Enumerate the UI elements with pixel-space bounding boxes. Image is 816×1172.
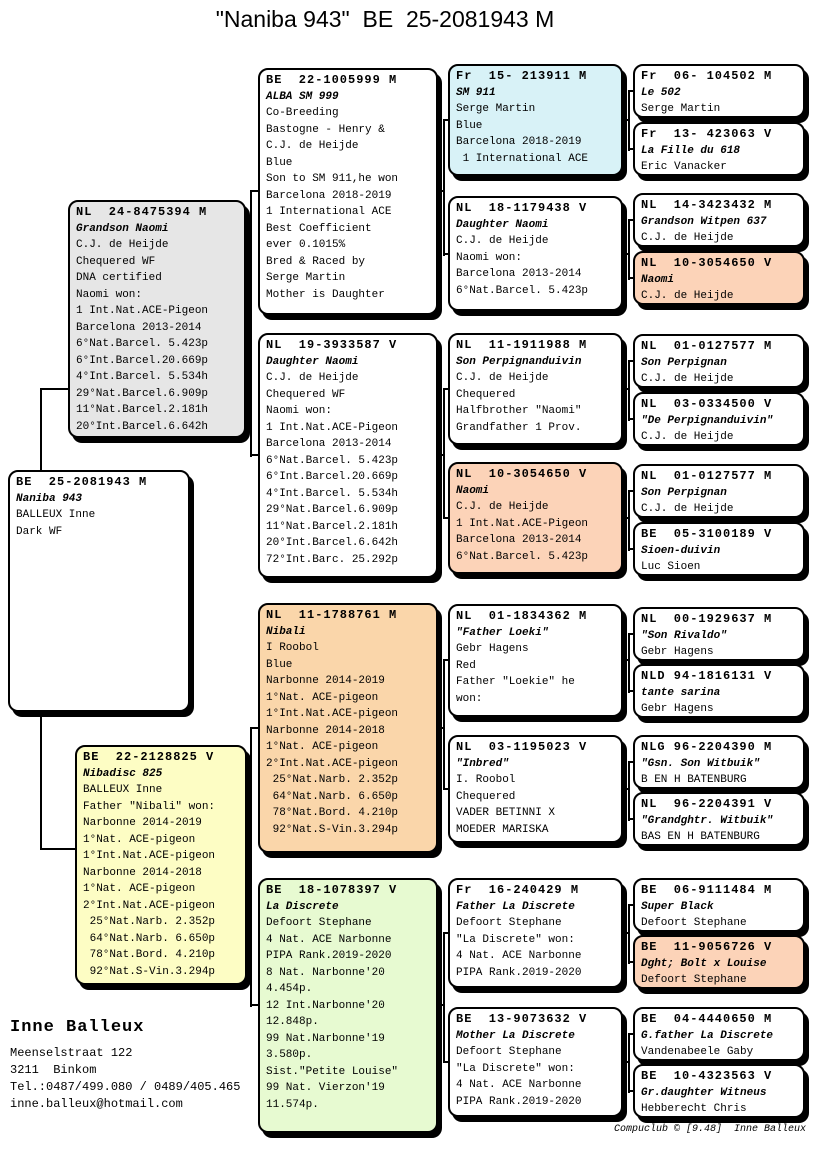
- info-line: Naomi won:: [456, 251, 523, 264]
- pigeon-name: La Discrete: [266, 900, 339, 913]
- pedigree-box-nl-10-3054650: [448, 462, 623, 574]
- contact-block: [10, 1018, 240, 1113]
- pedigree-box-fr-16-240429: [448, 878, 623, 988]
- info-line: C.J. de Heijde: [641, 503, 734, 515]
- info-line: 92°Nat.S-Vin.3.294p: [266, 823, 399, 836]
- info-line: DNA certified: [76, 272, 162, 284]
- info-line: Son to SM 911,he won: [266, 173, 399, 185]
- pigeon-name: Nibali: [266, 625, 306, 638]
- ring-number: Fr 16-240429 M: [456, 883, 580, 897]
- ring-number: NL 01-0127577 M: [641, 339, 773, 353]
- info-line: Defoort Stephane: [456, 917, 562, 929]
- info-line: 72°Int.Barc. 25.292p: [266, 553, 399, 566]
- contact-phone: Tel.:0487/499.080 / 0489/405.465: [10, 1080, 241, 1094]
- pigeon-name: Father La Discrete: [456, 900, 575, 913]
- pigeon-name: tante sarina: [641, 686, 721, 699]
- info-line: 4 Nat. ACE Narbonne: [456, 1079, 582, 1091]
- info-line: Best Coefficient: [266, 222, 372, 235]
- pigeon-name: Naomi: [456, 484, 490, 497]
- pigeon-name: La Fille du 618: [641, 144, 741, 157]
- pigeon-name: "De Perpignanduivin": [641, 414, 774, 427]
- info-line: 29°Nat.Barcel.6.909p: [76, 387, 209, 400]
- pedigree-box-be-04-4440650: [633, 1007, 805, 1061]
- pedigree-box-fr-13-423063: [633, 122, 805, 176]
- info-line: 1 Int.Nat.ACE-Pigeon: [456, 517, 589, 530]
- info-line: Eric Vanacker: [641, 161, 727, 173]
- ring-number: BE 22-2128825 V: [83, 750, 215, 764]
- ring-number: NLG 96-2204390 M: [641, 740, 773, 754]
- connector-line: [40, 848, 77, 850]
- info-line: 1 Int.Nat.ACE-Pigeon: [266, 421, 399, 434]
- info-line: C.J. de Heijde: [266, 140, 359, 152]
- info-line: 1 International ACE: [456, 152, 589, 165]
- pigeon-name: Son Perpignanduivin: [456, 355, 582, 368]
- contact-name: Inne Balleux: [10, 1018, 145, 1037]
- pigeon-name: "Inbred": [456, 757, 509, 770]
- info-line: PIPA Rank.2019-2020: [456, 966, 582, 979]
- info-line: Sist."Petite Louise": [266, 1065, 399, 1078]
- pigeon-name: Son Perpignan: [641, 486, 727, 499]
- info-line: 6°Nat.Barcel. 5.423p: [456, 284, 589, 297]
- ring-number: NL 24-8475394 M: [76, 205, 208, 219]
- pedigree-box-be-22-1005999: [258, 68, 438, 315]
- pigeon-name: Gr.daughter Witneus: [641, 1086, 767, 1099]
- info-line: Serge Martin: [266, 272, 346, 284]
- info-line: 1 International ACE: [266, 206, 392, 218]
- connector-line: [443, 932, 445, 1063]
- pedigree-box-nl-03-0334500: [633, 392, 805, 446]
- pigeon-name: Daughter Naomi: [456, 218, 549, 231]
- info-line: Bastogne - Henry &: [266, 123, 385, 136]
- pedigree-box-nl-11-1788761: [258, 603, 438, 853]
- connector-line: [628, 360, 630, 421]
- info-line: Barcelona 2013-2014: [456, 534, 582, 546]
- info-line: 64°Nat.Narb. 6.650p: [83, 932, 216, 945]
- info-line: C.J. de Heijde: [641, 431, 734, 443]
- pigeon-name: SM 911: [456, 86, 496, 99]
- pedigree-box-nl-96-2204391: [633, 792, 805, 846]
- pigeon-name: "Grandghtr. Witbuik": [641, 814, 774, 827]
- info-line: Father "Loekie" he: [456, 676, 575, 688]
- info-line: C.J. de Heijde: [456, 372, 549, 384]
- info-line: Father "Nibali" won:: [83, 800, 216, 813]
- info-line: "La Discrete" won:: [456, 1062, 575, 1075]
- pedigree-box-nl-03-1195023: [448, 735, 623, 843]
- info-line: 1°Nat. ACE-pigeon: [266, 691, 379, 704]
- info-line: BAS EN H BATENBURG: [641, 831, 760, 843]
- info-line: C.J. de Heijde: [641, 373, 734, 385]
- pedigree-box-nl-19-3933587: [258, 333, 438, 578]
- connector-line: [250, 727, 252, 1007]
- info-line: Defoort Stephane: [641, 917, 747, 929]
- info-line: 2°Int.Nat.ACE-pigeon: [266, 757, 399, 770]
- ring-number: NL 00-1929637 M: [641, 612, 773, 626]
- info-line: 4.454p.: [266, 983, 313, 995]
- ring-number: NL 03-1195023 V: [456, 740, 588, 754]
- pedigree-box-nl-18-1179438: [448, 196, 623, 311]
- info-line: 20°Int.Barcel.6.642h: [266, 537, 399, 549]
- pigeon-name: Sioen-duivin: [641, 544, 721, 557]
- info-line: 4 Nat. ACE Narbonne: [266, 933, 392, 946]
- pedigree-box-be-05-3100189: [633, 522, 805, 576]
- pigeon-name: "Son Rivaldo": [641, 629, 727, 642]
- ring-number: BE 13-9073632 V: [456, 1012, 588, 1026]
- info-line: Defoort Stephane: [266, 917, 372, 929]
- footer-credit: Compuclub © [9.48] Inne Balleux: [613, 1124, 806, 1135]
- ring-number: BE 22-1005999 M: [266, 73, 398, 87]
- info-line: 1°Int.Nat.ACE-pigeon: [83, 850, 216, 862]
- info-line: Chequered WF: [76, 255, 156, 268]
- info-line: Co-Breeding: [266, 107, 339, 119]
- info-line: 25°Nat.Narb. 2.352p: [83, 916, 216, 928]
- pedigree-box-be-11-9056726: [633, 935, 805, 989]
- pedigree-box-nl-01-1834362: [448, 604, 623, 717]
- connector-line: [628, 1033, 630, 1093]
- info-line: 8 Nat. Narbonne'20: [266, 966, 385, 979]
- info-line: 78°Nat.Bord. 4.210p: [83, 949, 216, 961]
- info-line: Chequered WF: [266, 388, 346, 401]
- pigeon-name: Naniba 943: [16, 492, 83, 505]
- ring-number: NL 14-3423432 M: [641, 198, 773, 212]
- info-line: Serge Martin: [456, 103, 536, 115]
- pedigree-box-nl-10-3054650-b: [633, 251, 805, 305]
- info-line: Narbonne 2014-2018: [83, 866, 202, 879]
- info-line: C.J. de Heijde: [456, 501, 549, 513]
- info-line: Defoort Stephane: [456, 1046, 562, 1058]
- connector-line: [628, 761, 630, 821]
- info-line: 3.580p.: [266, 1049, 313, 1061]
- pedigree-box-nl-00-1929637: [633, 607, 805, 661]
- info-line: Narbonne 2014-2018: [266, 724, 385, 737]
- connector-line: [443, 119, 445, 256]
- ring-number: BE 11-9056726 V: [641, 940, 773, 954]
- info-line: C.J. de Heijde: [641, 232, 734, 244]
- info-line: Serge Martin: [641, 103, 721, 115]
- info-line: 6°Nat.Barcel. 5.423p: [266, 454, 399, 467]
- ring-number: NL 96-2204391 V: [641, 797, 773, 811]
- info-line: 1°Nat. ACE-pigeon: [83, 833, 196, 846]
- pigeon-name: Dght; Bolt x Louise: [641, 957, 767, 970]
- info-line: C.J. de Heijde: [76, 239, 169, 251]
- info-line: Blue: [266, 658, 293, 671]
- info-line: 11.574p.: [266, 1098, 319, 1111]
- info-line: 29°Nat.Barcel.6.909p: [266, 504, 399, 516]
- info-line: Hebberecht Chris: [641, 1103, 747, 1115]
- info-line: 4°Int.Barcel. 5.534h: [76, 371, 209, 383]
- info-line: Halfbrother "Naomi": [456, 405, 582, 417]
- pigeon-name: Grandson Witpen 637: [641, 215, 767, 228]
- info-line: BALLEUX Inne: [83, 784, 163, 796]
- ring-number: BE 06-9111484 M: [641, 883, 773, 897]
- info-line: Narbonne 2014-2019: [83, 817, 202, 829]
- info-line: Chequered: [456, 790, 516, 803]
- contact-address-line1: Meenselstraat 122: [10, 1046, 133, 1060]
- info-line: 4 Nat. ACE Narbonne: [456, 950, 582, 962]
- ring-number: Fr 06- 104502 M: [641, 69, 773, 83]
- info-line: C.J. de Heijde: [456, 235, 549, 247]
- ring-number: NL 11-1788761 M: [266, 608, 398, 622]
- info-line: MOEDER MARISKA: [456, 823, 549, 836]
- pedigree-box-nld-94-1816131: [633, 664, 805, 718]
- info-line: Mother is Daughter: [266, 288, 385, 301]
- pigeon-name: Super Black: [641, 900, 714, 913]
- info-line: 25°Nat.Narb. 2.352p: [266, 774, 399, 786]
- info-line: Barcelona 2018-2019: [266, 189, 392, 202]
- info-line: Defoort Stephane: [641, 974, 747, 986]
- pedigree-box-nl-01-0127577-a: [633, 334, 805, 388]
- connector-line: [628, 904, 630, 964]
- info-line: won:: [456, 692, 483, 705]
- ring-number: NL 01-0127577 M: [641, 469, 773, 483]
- connector-line: [443, 388, 445, 519]
- ring-number: Fr 15- 213911 M: [456, 69, 588, 83]
- info-line: Luc Sioen: [641, 561, 701, 573]
- connector-line: [628, 490, 630, 551]
- info-line: 6°Nat.Barcel. 5.423p: [76, 338, 209, 350]
- info-line: 6°Nat.Barcel. 5.423p: [456, 550, 589, 563]
- info-line: Barcelona 2013-2014: [76, 321, 202, 334]
- info-line: 12 Int.Narbonne'20: [266, 999, 385, 1012]
- info-line: 11°Nat.Barcel.2.181h: [266, 520, 399, 533]
- contact-address-line2: 3211 Binkom: [10, 1063, 97, 1077]
- info-line: BALLEUX Inne: [16, 509, 96, 521]
- pigeon-name: Son Perpignan: [641, 356, 727, 369]
- pedigree-box-nl-11-1911988: [448, 333, 623, 445]
- pedigree-box-nlg-96-2204390: [633, 735, 805, 789]
- pedigree-box-be-18-1078397: [258, 878, 438, 1133]
- ring-number: NL 10-3054650 V: [641, 256, 773, 270]
- info-line: PIPA Rank.2019-2020: [456, 1095, 582, 1108]
- page-title: "Naniba 943" BE 25-2081943 M: [215, 6, 555, 32]
- info-line: 1°Int.Nat.ACE-pigeon: [266, 708, 399, 720]
- ring-number: NL 19-3933587 V: [266, 338, 398, 352]
- pigeon-name: Daughter Naomi: [266, 355, 359, 368]
- ring-number: NL 10-3054650 V: [456, 467, 588, 481]
- pedigree-box-subject-be-25-2081943: [8, 470, 190, 712]
- pigeon-name: "Father Loeki": [456, 626, 549, 639]
- pigeon-name: G.father La Discrete: [641, 1029, 774, 1042]
- ring-number: NL 03-0334500 V: [641, 397, 773, 411]
- ring-number: NL 01-1834362 M: [456, 609, 588, 623]
- ring-number: NL 11-1911988 M: [456, 338, 588, 352]
- ring-number: Fr 13- 423063 V: [641, 127, 773, 141]
- info-line: Red: [456, 659, 476, 672]
- info-line: 4°Int.Barcel. 5.534h: [266, 487, 399, 500]
- pigeon-name: "Gsn. Son Witbuik": [641, 757, 760, 770]
- connector-line: [628, 633, 630, 693]
- info-line: Blue: [456, 119, 483, 132]
- contact-email: inne.balleux@hotmail.com: [10, 1097, 183, 1111]
- info-line: I. Roobol: [456, 774, 516, 786]
- pigeon-name: ALBA SM 999: [266, 90, 339, 103]
- pedigree-box-nl-01-0127577-b: [633, 464, 805, 518]
- info-line: 20°Int.Barcel.6.642h: [76, 420, 209, 433]
- info-line: 99 Nat. Vierzon'19: [266, 1082, 385, 1094]
- ring-number: BE 05-3100189 V: [641, 527, 773, 541]
- connector-line: [250, 190, 252, 457]
- pedigree-box-dam-be-22-2128825: [75, 745, 247, 985]
- ring-number: BE 18-1078397 V: [266, 883, 398, 897]
- info-line: 2°Int.Nat.ACE-pigeon: [83, 899, 216, 912]
- info-line: Blue: [266, 156, 293, 169]
- info-line: ever 0.1015%: [266, 239, 346, 251]
- info-line: C.J. de Heijde: [266, 372, 359, 384]
- info-line: 1°Nat. ACE-pigeon: [266, 741, 379, 753]
- pigeon-name: Mother La Discrete: [456, 1029, 575, 1042]
- ring-number: NLD 94-1816131 V: [641, 669, 773, 683]
- info-line: Vandenabeele Gaby: [641, 1046, 754, 1058]
- pigeon-name: Naomi: [641, 273, 675, 286]
- info-line: 78°Nat.Bord. 4.210p: [266, 807, 399, 819]
- ring-number: NL 18-1179438 V: [456, 201, 588, 215]
- info-line: 6°Int.Barcel.20.669p: [266, 471, 399, 483]
- pigeon-name: Grandson Naomi: [76, 222, 169, 235]
- pedigree-box-nl-14-3423432: [633, 193, 805, 247]
- info-line: 1 Int.Nat.ACE-Pigeon: [76, 305, 209, 317]
- info-line: Gebr Hagens: [456, 643, 529, 655]
- connector-line: [628, 219, 630, 280]
- info-line: Barcelona 2013-2014: [266, 438, 392, 450]
- info-line: 12.848p.: [266, 1016, 319, 1028]
- info-line: PIPA Rank.2019-2020: [266, 950, 392, 962]
- connector-line: [443, 659, 445, 790]
- info-line: B EN H BATENBURG: [641, 774, 747, 786]
- info-line: Gebr Hagens: [641, 646, 714, 658]
- info-line: 64°Nat.Narb. 6.650p: [266, 790, 399, 803]
- info-line: 11°Nat.Barcel.2.181h: [76, 404, 209, 416]
- connector-line: [40, 388, 70, 390]
- info-line: I Roobol: [266, 642, 319, 654]
- pedigree-box-be-13-9073632: [448, 1007, 623, 1117]
- ring-number: BE 04-4440650 M: [641, 1012, 773, 1026]
- info-line: Barcelona 2013-2014: [456, 268, 582, 280]
- info-line: 1°Nat. ACE-pigeon: [83, 883, 196, 895]
- info-line: Gebr Hagens: [641, 703, 714, 715]
- pedigree-box-be-10-4323563: [633, 1064, 805, 1118]
- info-line: Bred & Raced by: [266, 255, 366, 268]
- info-line: Naomi won:: [76, 288, 143, 301]
- ring-number: BE 10-4323563 V: [641, 1069, 773, 1083]
- info-line: 92°Nat.S-Vin.3.294p: [83, 965, 216, 978]
- info-line: Naomi won:: [266, 405, 333, 417]
- connector-line: [628, 90, 630, 151]
- info-line: C.J. de Heijde: [641, 290, 734, 302]
- info-line: Barcelona 2018-2019: [456, 136, 582, 148]
- pedigree-box-fr-15-213911: [448, 64, 623, 176]
- pigeon-name: Le 502: [641, 86, 681, 99]
- info-line: Narbonne 2014-2019: [266, 675, 385, 687]
- info-line: Grandfather 1 Prov.: [456, 421, 582, 434]
- pigeon-name: Nibadisc 825: [83, 767, 163, 780]
- info-line: 6°Int.Barcel.20.669p: [76, 354, 209, 367]
- pedigree-box-be-06-9111484: [633, 878, 805, 932]
- info-line: 99 Nat.Narbonne'19: [266, 1032, 385, 1045]
- info-line: Chequered: [456, 388, 516, 401]
- info-line: VADER BETINNI X: [456, 807, 556, 819]
- info-line: "La Discrete" won:: [456, 933, 575, 946]
- pedigree-box-sire-nl-24-8475394: [68, 200, 246, 438]
- ring-number: BE 25-2081943 M: [16, 475, 148, 489]
- info-line: Dark WF: [16, 525, 63, 538]
- pedigree-box-fr-06-104502: [633, 64, 805, 118]
